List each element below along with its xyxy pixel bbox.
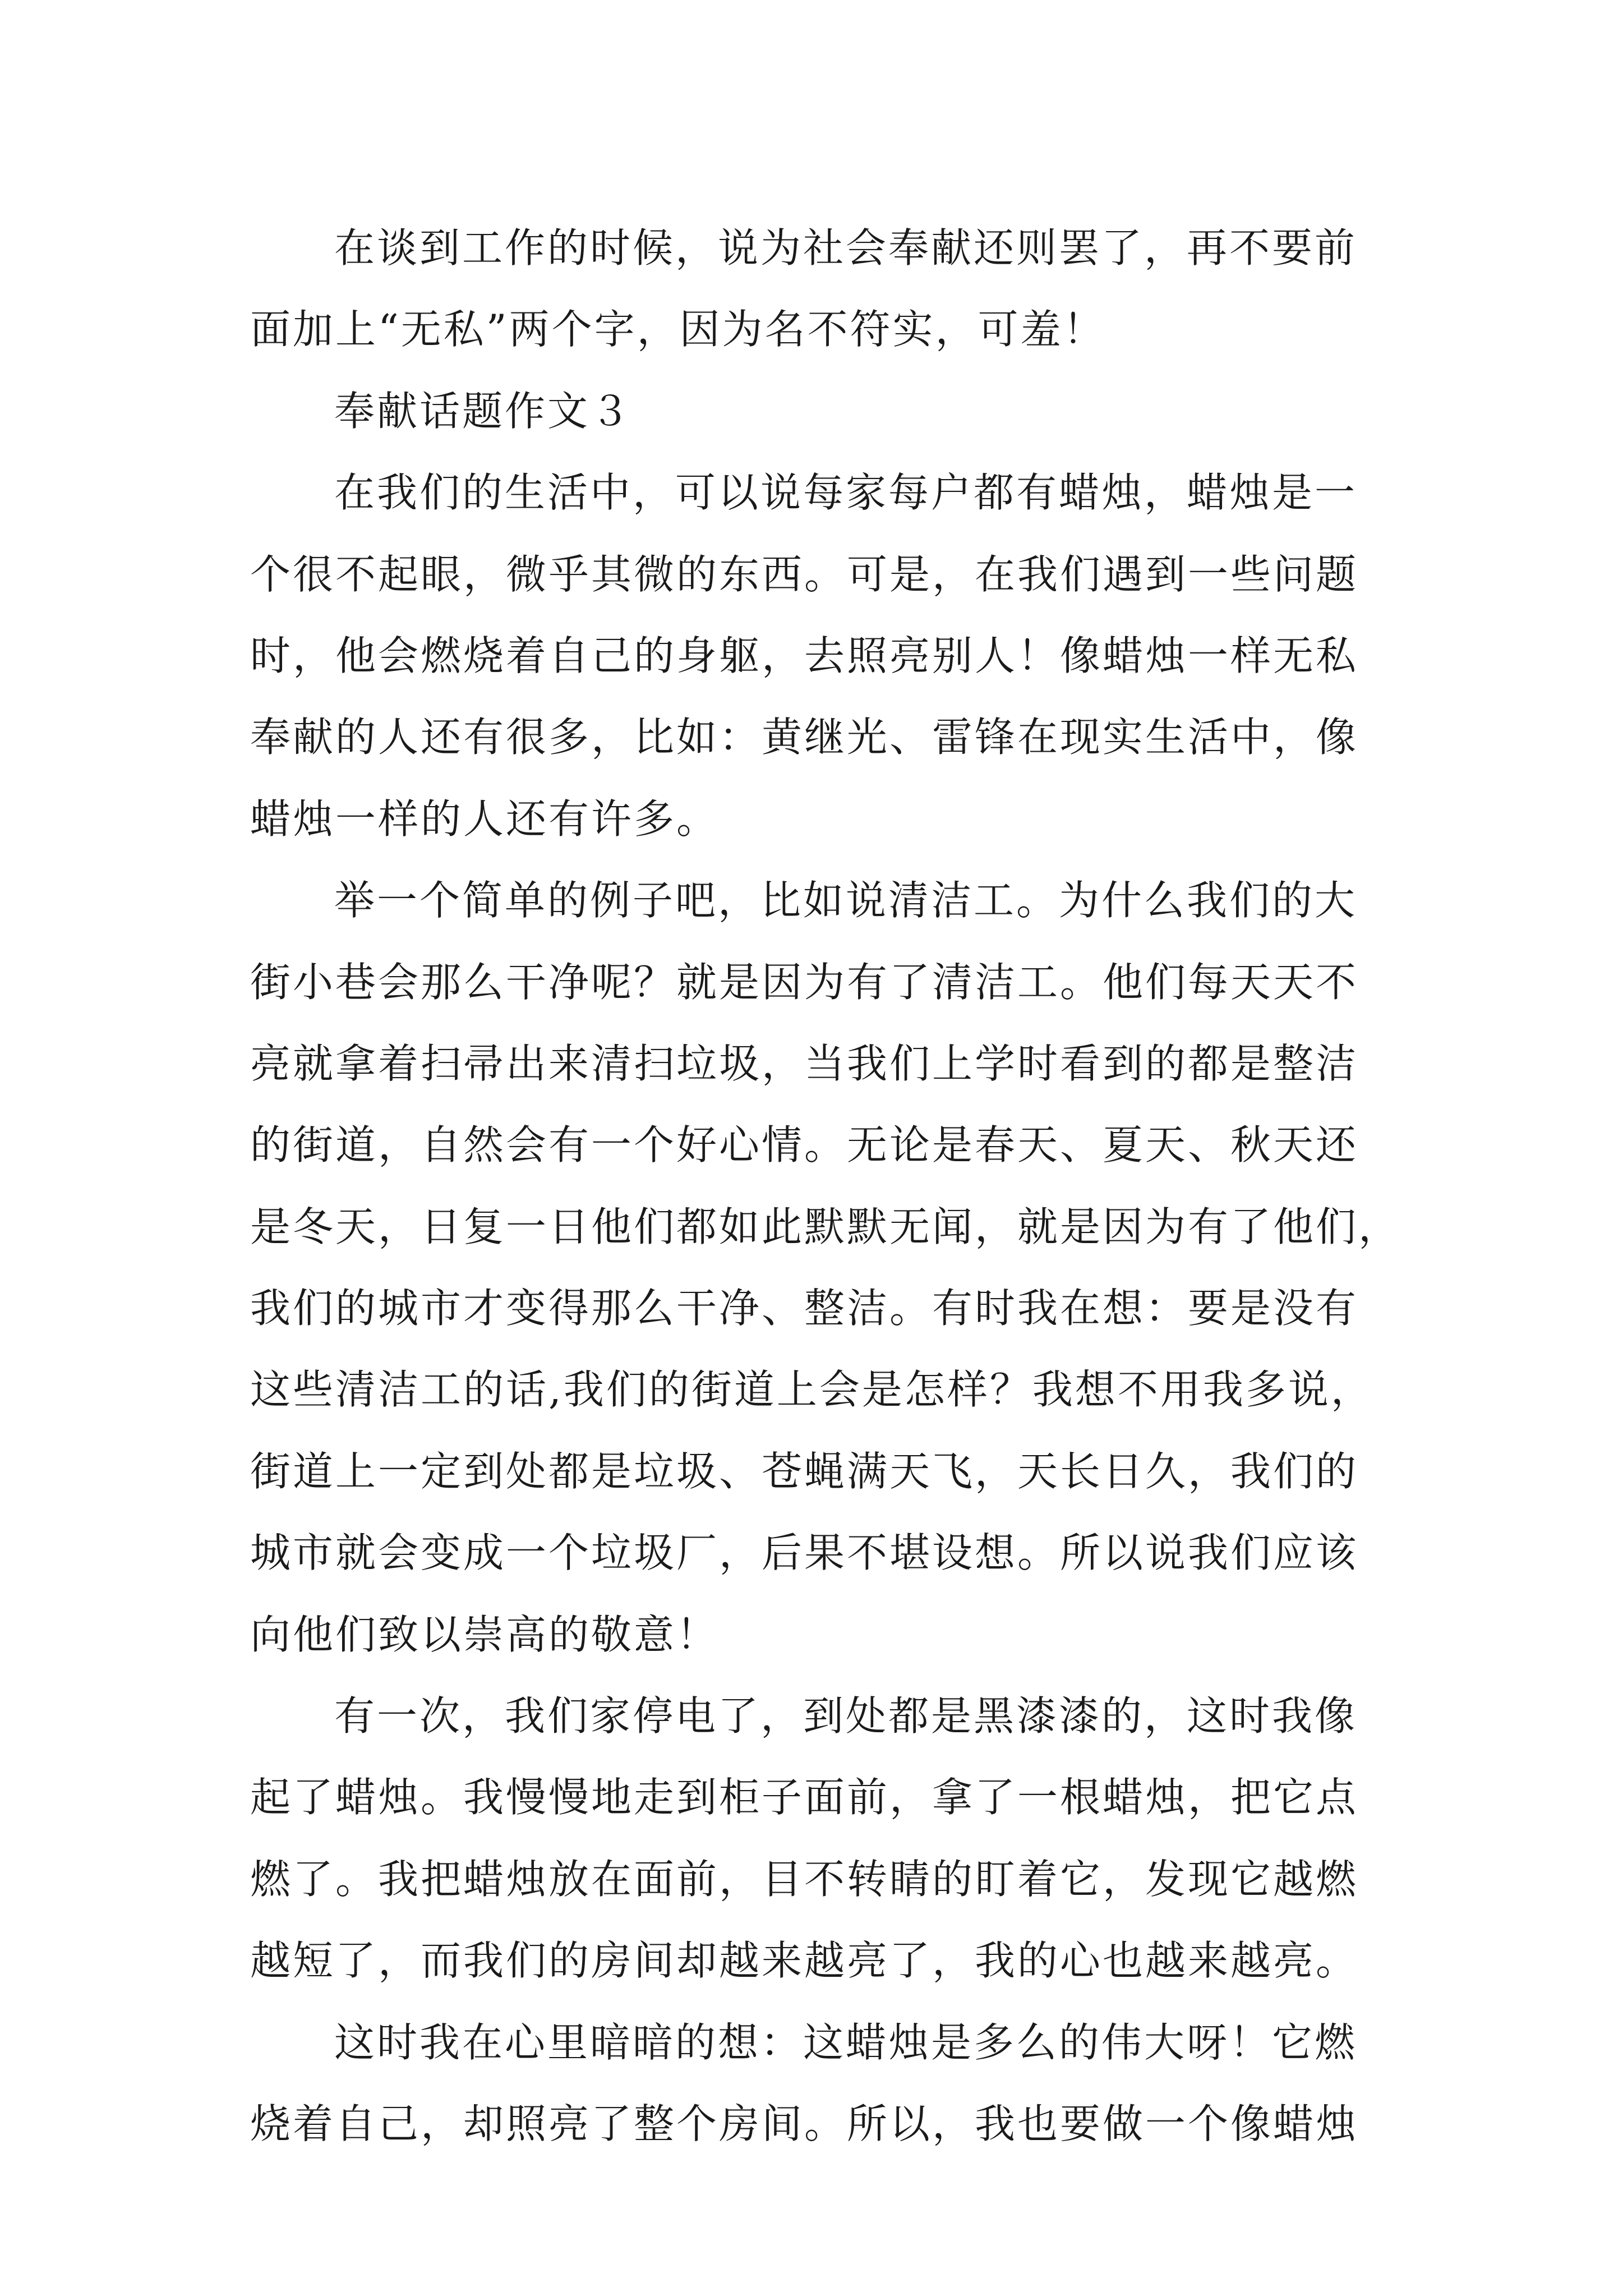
text-line: 街小巷会那么干净呢？就是因为有了清洁工。他们每天天不 (250, 958, 1359, 1006)
essay-body (250, 208, 1400, 2165)
text-line: 在谈到工作的时候，说为社会奉献还则罢了，再不要前 (334, 224, 1358, 272)
text-line: 举一个简单的例子吧，比如说清洁工。为什么我们的大 (334, 877, 1358, 924)
text-line: 是冬天，日复一日他们都如此默默无闻，就是因为有了他们， (250, 1203, 1401, 1250)
text-line: 个很不起眼，微乎其微的东西。可是，在我们遇到一些问题 (250, 550, 1359, 598)
text-line: 蜡烛一样的人还有许多。 (250, 795, 720, 843)
text-line: 我们的城市才变得那么干净、整洁。有时我在想：要是没有 (250, 1285, 1359, 1332)
text-line: 这时我在心里暗暗的想：这蜡烛是多么的伟大呀！它燃 (334, 2018, 1358, 2066)
text-line: 的街道，自然会有一个好心情。无论是春天、夏天、秋天还 (250, 1121, 1359, 1169)
text-line: 向他们致以崇高的敬意！ (250, 1611, 720, 1658)
section-heading: 奉献话题作文３ (334, 387, 633, 435)
text-line: 时，他会燃烧着自己的身躯，去照亮别人！像蜡烛一样无私 (250, 632, 1359, 679)
text-line: 烧着自己，却照亮了整个房间。所以，我也要做一个像蜡烛 (250, 2100, 1359, 2147)
text-line: 这些清洁工的话,我们的街道上会是怎样？我想不用我多说， (250, 1366, 1373, 1414)
text-line: 在我们的生活中，可以说每家每户都有蜡烛，蜡烛是一 (334, 469, 1358, 517)
text-line: 街道上一定到处都是垃圾、苍蝇满天飞，天长日久，我们的 (250, 1447, 1359, 1495)
text-line: 越短了，而我们的房间却越来越亮了，我的心也越来越亮。 (250, 1937, 1359, 1985)
text-line: 面加上“无私”两个字，因为名不符实，可羞！ (250, 306, 1106, 353)
text-line: 奉献的人还有很多，比如：黄继光、雷锋在现实生活中，像 (250, 714, 1359, 761)
text-line: 起了蜡烛。我慢慢地走到柜子面前，拿了一根蜡烛，把它点 (250, 1774, 1359, 1821)
text-line: 有一次，我们家停电了，到处都是黑漆漆的，这时我像 (334, 1692, 1358, 1740)
text-line: 城市就会变成一个垃圾厂，后果不堪设想。所以说我们应该 (250, 1529, 1359, 1577)
text-line: 燃了。我把蜡烛放在面前，目不转睛的盯着它，发现它越燃 (250, 1855, 1359, 1903)
text-line: 亮就拿着扫帚出来清扫垃圾，当我们上学时看到的都是整洁 (250, 1039, 1359, 1087)
